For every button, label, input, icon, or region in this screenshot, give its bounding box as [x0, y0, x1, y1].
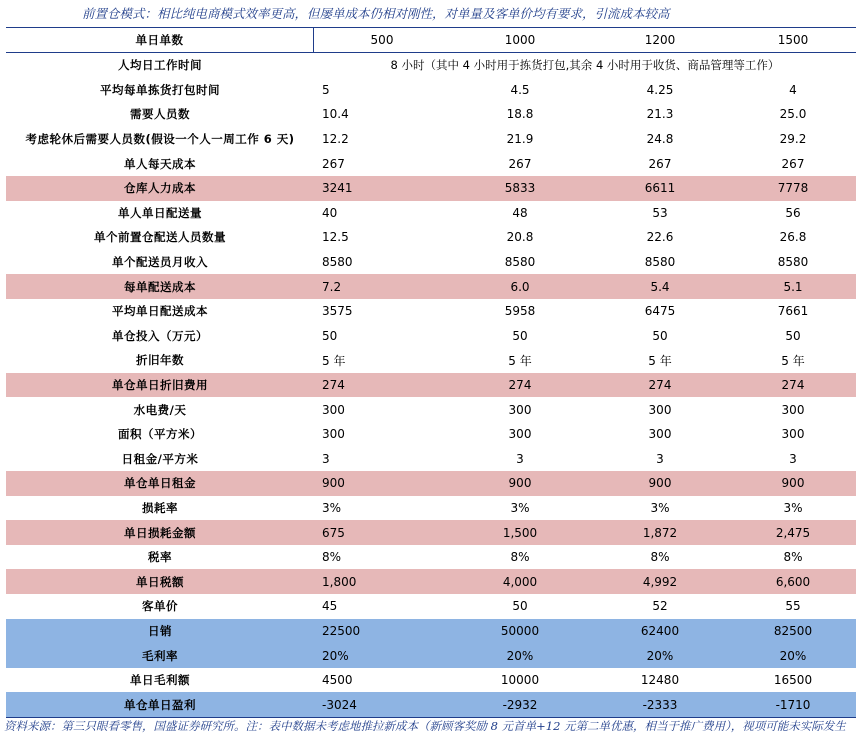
- row-value-col-3: 6611: [644, 181, 676, 196]
- row-value-col-4: 8%: [783, 550, 803, 565]
- row-value-col-2: 18.8: [506, 107, 534, 122]
- row-value-col-1: 300: [322, 427, 345, 442]
- table-row: [6, 397, 856, 422]
- table-header-row: [6, 28, 856, 53]
- row-value-col-3: 3: [656, 451, 664, 466]
- table-row: [6, 225, 856, 250]
- row-value-col-2: 267: [508, 156, 532, 171]
- table-row: [6, 619, 856, 644]
- row-value-col-4: 900: [781, 476, 805, 491]
- row-value-col-3: 3%: [650, 500, 670, 515]
- row-value-col-1: 900: [322, 476, 345, 491]
- row-value-col-3: 274: [648, 378, 672, 393]
- header-col-2: 1000: [504, 33, 536, 47]
- row-value-col-2: 5958: [504, 304, 536, 319]
- row-value-col-1: 40: [322, 205, 338, 220]
- row-value-col-3: 53: [652, 205, 668, 220]
- table-row: [6, 348, 856, 373]
- table-row: [6, 274, 856, 299]
- row-value-col-3: 21.3: [646, 107, 674, 122]
- row-label: 税率: [148, 550, 172, 565]
- row-value-col-4: 50: [785, 328, 801, 343]
- table-row: [6, 643, 856, 668]
- cost-table: [6, 27, 856, 718]
- row-label: 单日毛利额: [130, 673, 190, 688]
- row-value-col-3: 300: [648, 402, 672, 417]
- row-value-col-2: 300: [508, 402, 532, 417]
- row-value-col-1: 5: [322, 82, 330, 97]
- row-value-col-3: 5 年: [648, 353, 672, 368]
- row-value-col-3: 8%: [650, 550, 670, 565]
- row-label: 平均单日配送成本: [112, 304, 208, 319]
- row-value-col-1: 7.2: [322, 279, 342, 294]
- source-note: 资料来源：第三只眼看零售，国盛证券研究所。注：表中数据未考虑地推拉新成本（新顾客奖励 8 元首单+12 元第二单优惠，相当于推广费用），视项可能未实际发生: [4, 719, 846, 733]
- row-value-col-2: 5833: [504, 181, 536, 196]
- row-value-col-3: -2333: [642, 697, 678, 712]
- row-value-col-2: -2932: [502, 697, 538, 712]
- table-row: [6, 127, 856, 152]
- row-value-col-4: 274: [781, 378, 805, 393]
- row-value-col-2: 4.5: [510, 82, 530, 97]
- row-value-col-1: 8580: [322, 255, 353, 270]
- row-value-col-1: 300: [322, 402, 345, 417]
- row-value-col-1: 8%: [322, 550, 342, 565]
- row-label: 平均每单拣货打包时间: [100, 82, 220, 97]
- row-label: 水电费/天: [133, 402, 187, 417]
- table-row: [6, 496, 856, 521]
- row-value-col-3: 22.6: [646, 230, 674, 245]
- row-value-col-4: 6,600: [775, 574, 811, 589]
- row-value-col-1: 3575: [322, 304, 353, 319]
- row-value-col-2: 10000: [500, 673, 540, 688]
- row-value-col-3: 24.8: [646, 132, 674, 147]
- row-label: 客单价: [142, 599, 178, 614]
- row-label: 单仓单日租金: [124, 476, 196, 491]
- row-value-col-2: 48: [512, 205, 528, 220]
- row-label: 日租金/平方米: [121, 451, 199, 466]
- table-row: [6, 471, 856, 496]
- row-value-col-2: 8%: [510, 550, 530, 565]
- row-label: 单日税额: [136, 574, 184, 589]
- row-value-col-2: 3%: [510, 500, 530, 515]
- table-row: [6, 692, 856, 717]
- row-label: 毛利率: [142, 648, 178, 663]
- table-row: [6, 447, 856, 472]
- table-row: [6, 668, 856, 693]
- row-value-col-3: 6475: [644, 304, 676, 319]
- table-row: [6, 201, 856, 226]
- row-value-col-4: 82500: [773, 623, 813, 638]
- row-value-col-1: 10.4: [322, 107, 349, 122]
- row-value-col-4: 3: [789, 451, 797, 466]
- row-value-col-3: 267: [648, 156, 672, 171]
- row-value-col-4: -1710: [775, 697, 811, 712]
- row-label: 面积（平方米）: [118, 427, 202, 442]
- table-row: [6, 78, 856, 103]
- row-value-col-4: 5 年: [781, 353, 805, 368]
- row-value-col-4: 8580: [777, 255, 809, 270]
- row-label: 需要人员数: [130, 107, 190, 122]
- row-value-col-1: 12.2: [322, 132, 349, 147]
- row-value-col-1: -3024: [322, 697, 357, 712]
- row-label: 单仓单日盈利: [124, 697, 196, 712]
- row-value-col-3: 1,872: [642, 525, 678, 540]
- row-value-col-3: 12480: [640, 673, 680, 688]
- table-row: [6, 250, 856, 275]
- row-value-col-3: 62400: [640, 623, 680, 638]
- row-label: 仓库人力成本: [124, 181, 196, 196]
- row-value-col-1: 1,800: [322, 574, 357, 589]
- row-label: 折旧年数: [136, 353, 184, 368]
- row-value-col-3: 20%: [646, 648, 674, 663]
- row-label: 单个配送员月收入: [112, 255, 208, 270]
- row-value-col-4: 26.8: [779, 230, 807, 245]
- row-value-col-3: 4.25: [646, 82, 674, 97]
- row-value-col-1: 20%: [322, 648, 349, 663]
- table-row: [6, 324, 856, 349]
- row-label: 单仓单日折旧费用: [112, 378, 208, 393]
- row-value-col-3: 5.4: [650, 279, 670, 294]
- row-value-col-4: 7778: [777, 181, 809, 196]
- row-label: 单个前置仓配送人员数量: [94, 230, 226, 245]
- row-value-col-1: 4500: [322, 673, 353, 688]
- row-value-col-2: 20.8: [506, 230, 534, 245]
- row-value-col-4: 7661: [777, 304, 809, 319]
- row-label: 单仓投入（万元）: [112, 328, 208, 343]
- row-value-col-4: 5.1: [783, 279, 803, 294]
- table-row: [6, 299, 856, 324]
- table-body: [6, 53, 856, 717]
- row-label: 单人单日配送量: [118, 205, 202, 220]
- row-value-col-4: 300: [781, 427, 805, 442]
- table-row: [6, 520, 856, 545]
- row-value-col-2: 6.0: [510, 279, 530, 294]
- row-value-col-4: 55: [785, 599, 801, 614]
- row-value-col-2: 8580: [504, 255, 536, 270]
- table-row: [6, 151, 856, 176]
- header-label: 单日单数: [6, 28, 314, 52]
- row-value-col-1: 3%: [322, 500, 342, 515]
- row-label: 每单配送成本: [124, 279, 196, 294]
- row-label: 单日损耗金额: [124, 525, 196, 540]
- row-label: 日销: [148, 623, 172, 638]
- table-row: [6, 176, 856, 201]
- table-row: [6, 102, 856, 127]
- row-value-col-4: 25.0: [779, 107, 807, 122]
- row-value-col-4: 3%: [783, 500, 803, 515]
- row-value-col-1: 274: [322, 378, 345, 393]
- table-title: 前置仓模式：相比纯电商模式效率更高，但屡单成本仍相对刚性，对单量及客单价均有要求，引流成本较高: [82, 6, 670, 21]
- row-value-col-2: 3: [516, 451, 524, 466]
- row-value-col-2: 50: [512, 599, 528, 614]
- header-col-1: 500: [370, 33, 394, 47]
- row-value-col-1: 45: [322, 599, 338, 614]
- row-value-col-4: 4: [789, 82, 797, 97]
- table-row: [6, 373, 856, 398]
- row-value-col-4: 16500: [773, 673, 813, 688]
- row-value-col-3: 8580: [644, 255, 676, 270]
- row-value-col-3: 900: [648, 476, 672, 491]
- row-value-col-4: 267: [781, 156, 805, 171]
- row-value-col-1: 12.5: [322, 230, 349, 245]
- row-value-col-2: 1,500: [502, 525, 538, 540]
- row-value-col-3: 52: [652, 599, 668, 614]
- table-row: [6, 594, 856, 619]
- row-value-col-1: 5 年: [322, 353, 346, 368]
- row-value-col-1: 675: [322, 525, 345, 540]
- table-row: [6, 53, 856, 78]
- table-row: [6, 422, 856, 447]
- row-value-col-3: 300: [648, 427, 672, 442]
- row-value-col-2: 21.9: [506, 132, 534, 147]
- row-label: 人均日工作时间: [118, 58, 202, 73]
- header-col-3: 1200: [644, 33, 676, 47]
- row-value-col-2: 20%: [506, 648, 534, 663]
- row-value-col-4: 300: [781, 402, 805, 417]
- row-value-col-1: 3241: [322, 181, 353, 196]
- table-row: [6, 569, 856, 594]
- row-span-value: 8 小时（其中 4 小时用于拣货打包,其余 4 小时用于收货、商品管理等工作）: [390, 58, 780, 73]
- table-row: [6, 545, 856, 570]
- row-value-col-2: 300: [508, 427, 532, 442]
- header-col-4: 1500: [777, 33, 809, 47]
- row-value-col-2: 5 年: [508, 353, 532, 368]
- row-value-col-1: 3: [322, 451, 330, 466]
- row-value-col-4: 2,475: [775, 525, 811, 540]
- row-value-col-1: 267: [322, 156, 345, 171]
- row-value-col-2: 50000: [500, 623, 540, 638]
- row-label: 考虑轮休后需要人员数(假设一个人一周工作 6 天): [25, 132, 295, 147]
- row-value-col-1: 50: [322, 328, 338, 343]
- row-value-col-3: 50: [652, 328, 668, 343]
- row-value-col-2: 900: [508, 476, 532, 491]
- row-value-col-4: 20%: [779, 648, 807, 663]
- row-value-col-2: 50: [512, 328, 528, 343]
- row-value-col-2: 274: [508, 378, 532, 393]
- row-label: 单人每天成本: [124, 156, 196, 171]
- row-value-col-4: 56: [785, 205, 801, 220]
- row-value-col-2: 4,000: [502, 574, 538, 589]
- row-value-col-3: 4,992: [642, 574, 678, 589]
- row-label: 损耗率: [142, 500, 178, 515]
- row-value-col-1: 22500: [322, 623, 361, 638]
- row-value-col-4: 29.2: [779, 132, 807, 147]
